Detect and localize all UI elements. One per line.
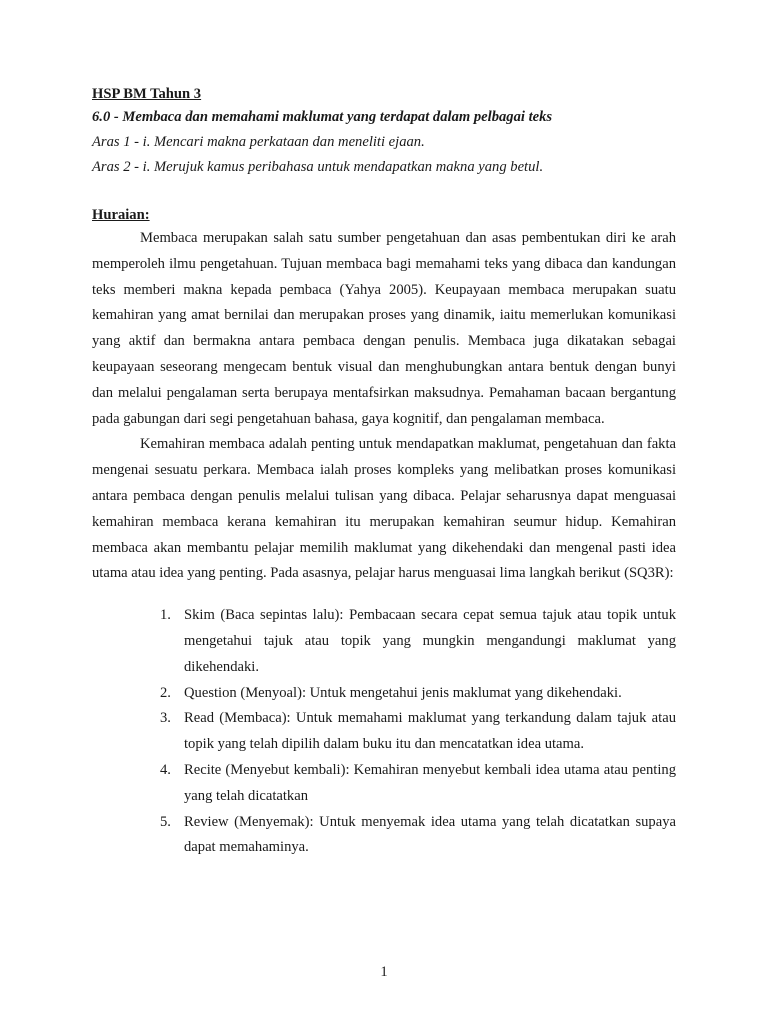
aras-1-line: Aras 1 - i. Mencari makna perkataan dan meneliti ejaan. — [92, 134, 425, 150]
list-item — [160, 681, 676, 707]
page-number: 1 — [380, 964, 388, 980]
paragraph-2: Kemahiran membaca adalah penting untuk mendapatkan maklumat, pengetahuan dan fakta mengenai sesuatu perkara. Membaca ialah proses kompleks yang melibatkan proses komunikasi antara pembaca dengan penulis melalui tulisan yang dibaca. Pelajar seharusnya dapat menguasai kemahiran membaca kerana kemahiran itu merupakan kemahiran seumur hidup. Kemahiran membaca akan membantu pelajar memilih maklumat yang dikehendaki dan mengenal pasti idea utama atau idea yang penting. Pada asasnya, pelajar harus menguasai lima langkah berikut (SQ3R): — [92, 436, 676, 582]
list-item — [160, 603, 676, 680]
document-title: HSP BM Tahun 3 — [92, 86, 202, 102]
list-item — [160, 706, 676, 758]
list-item-number: 2. — [160, 684, 171, 701]
list-item — [160, 810, 676, 862]
list-item-text: Skim (Baca sepintas lalu): Pembacaan secara cepat semua tajuk atau topik untuk mengetahui tajuk atau topik yang mungkin mengandungi maklumat yang dikehendaki. — [184, 607, 676, 675]
list-item-text: Recite (Menyebut kembali): Kemahiran menyebut kembali idea utama atau penting yang telah dicatatkan — [184, 761, 676, 804]
list-item-number: 5. — [160, 813, 171, 830]
aras-2-line: Aras 2 - i. Merujuk kamus peribahasa untuk mendapatkan makna yang betul. — [92, 159, 544, 175]
list-item-text: Review (Menyemak): Untuk menyemak idea utama yang telah dicatatkan supaya dapat memahaminya. — [184, 813, 676, 856]
section-heading: Huraian: — [92, 207, 150, 223]
list-item — [160, 758, 676, 810]
sq3r-steps-list — [92, 603, 676, 861]
list-item-text: Read (Membaca): Untuk memahami maklumat yang terkandung dalam tajuk atau topik yang telah dipilih dalam buku itu dan mencatatkan idea utama. — [184, 710, 676, 753]
document-subtitle: 6.0 - Membaca dan memahami maklumat yang terdapat dalam pelbagai teks — [92, 109, 553, 125]
list-item-text: Question (Menyoal): Untuk mengetahui jenis maklumat yang dikehendaki. — [184, 684, 622, 701]
list-item-number: 4. — [160, 761, 171, 778]
document-page — [92, 84, 676, 861]
list-item-number: 3. — [160, 710, 171, 727]
list-item-number: 1. — [160, 607, 171, 624]
paragraph-1: Membaca merupakan salah satu sumber pengetahuan dan asas pembentukan diri ke arah memperoleh ilmu pengetahuan. Tujuan membaca bagi memahami teks yang dibaca dan kandungan teks memberi makna kepada pembaca (Yahya 2005). Keupayaan membaca merupakan suatu kemahiran yang amat bernilai dan merupakan proses yang dinamik, iaitu memerlukan komunikasi yang aktif dan bermakna antara pembaca dengan penulis. Membaca juga dikatakan sebagai keupayaan seseorang mengecam bentuk visual dan menghubungkan antara bentuk dengan bunyi dan melalui pengalaman serta berupaya mentafsirkan maksudnya. Pemahaman bacaan bergantung pada gabungan dari segi pengetahuan bahasa, gaya kognitif, dan pengalaman membaca. — [92, 230, 676, 427]
